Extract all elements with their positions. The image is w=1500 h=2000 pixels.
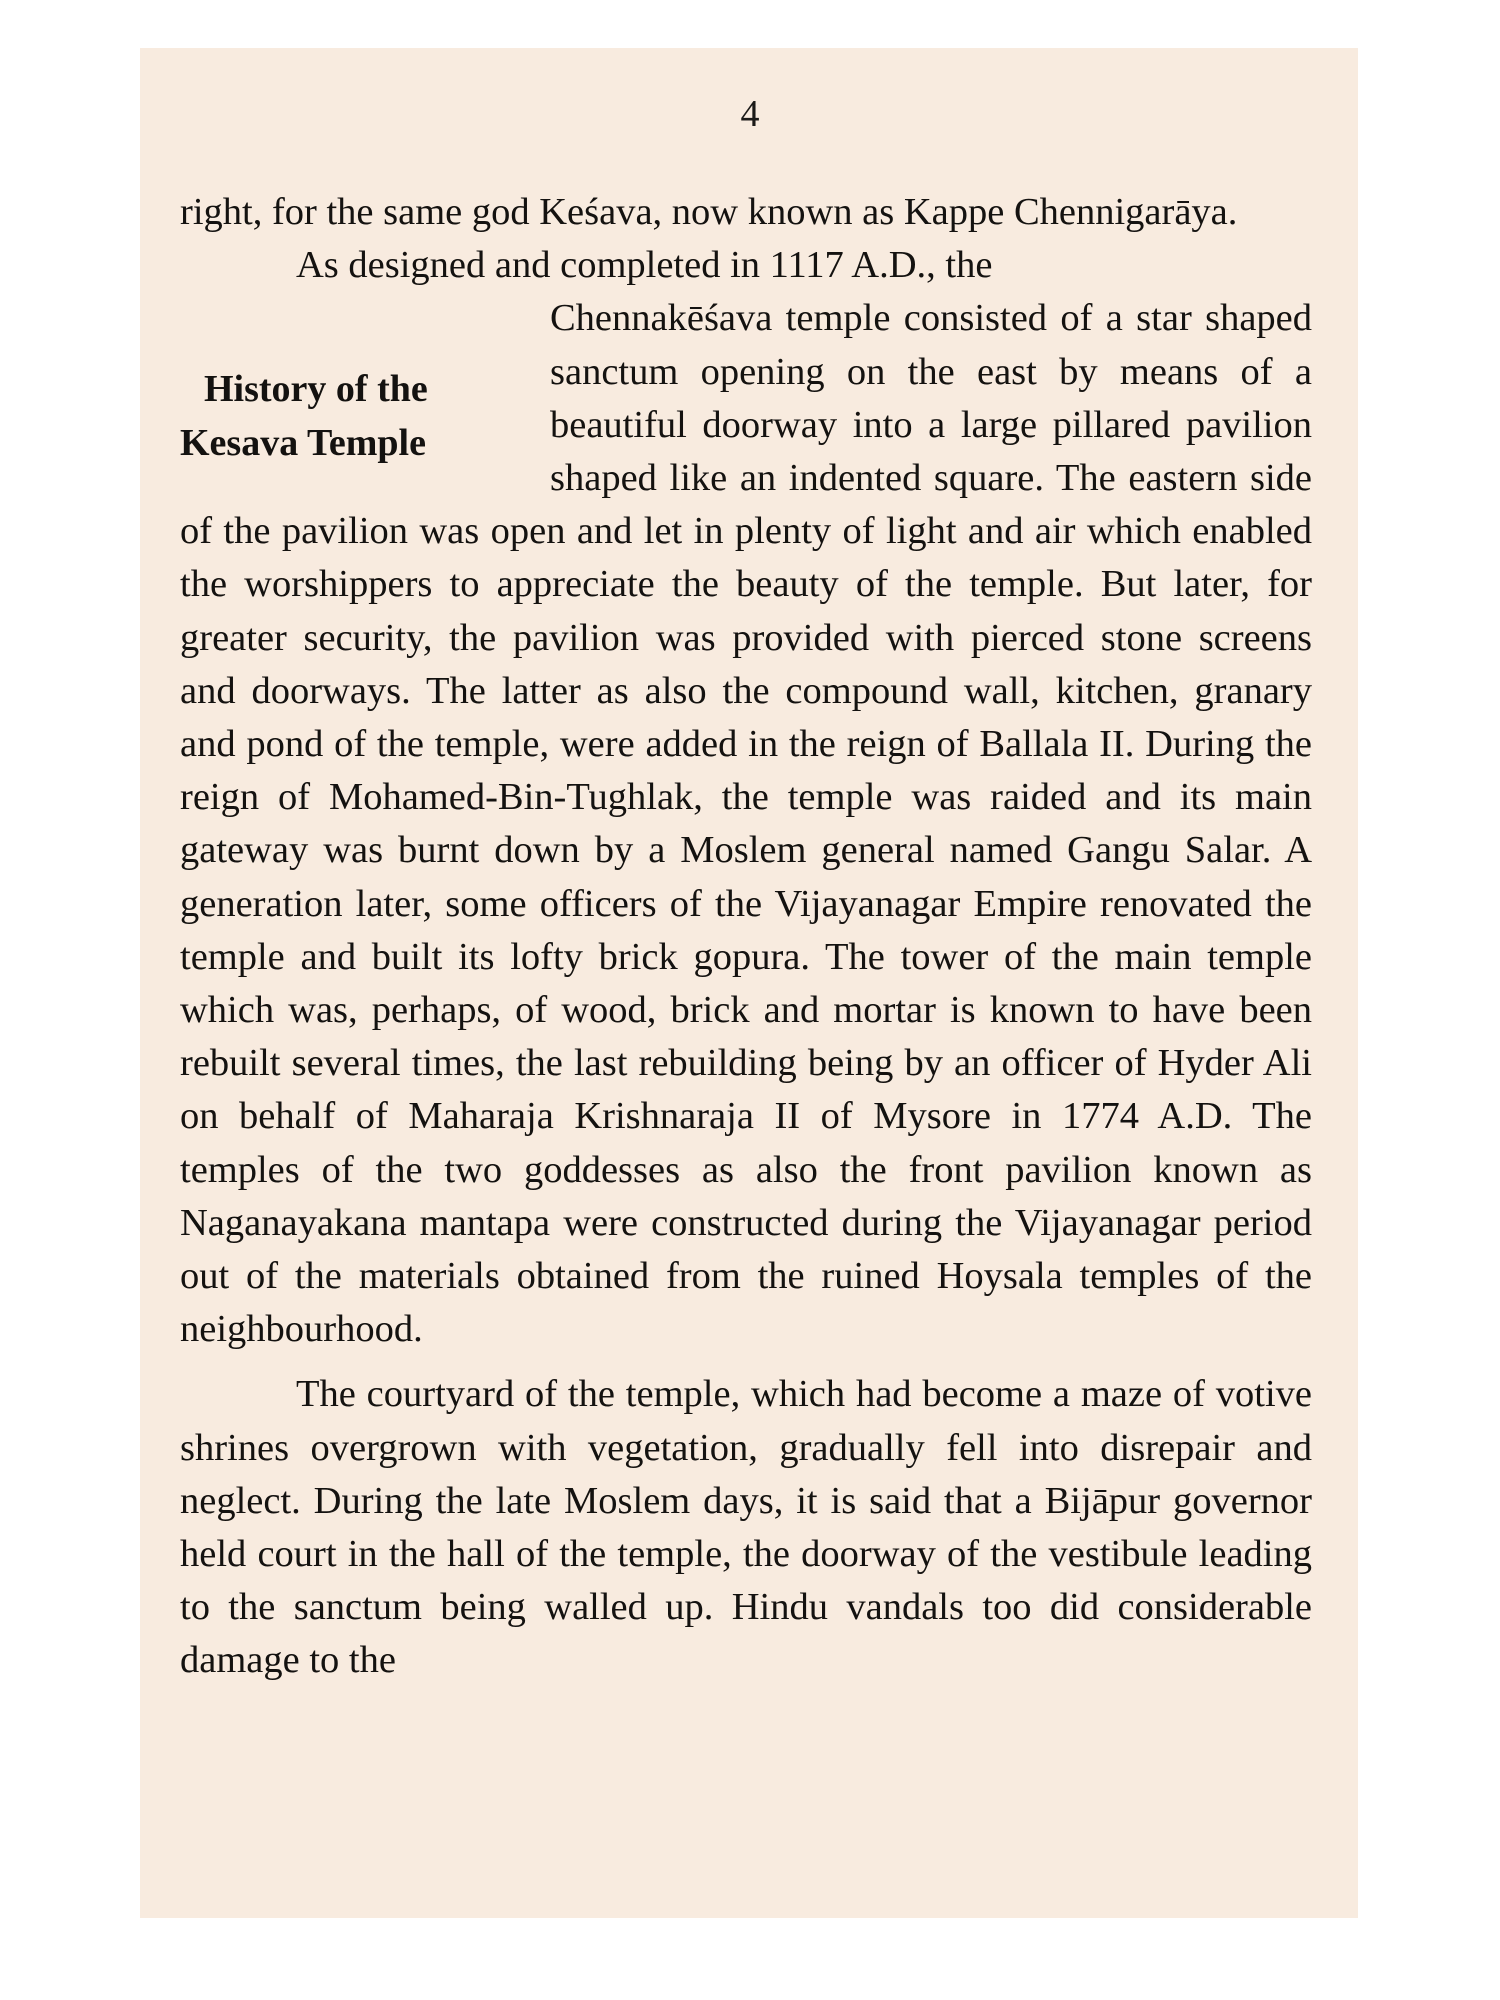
paragraph-1: right, for the same god Keśava, now known as Kappe Chennigarāya. — [180, 191, 1238, 233]
paragraph-2-body: Chennakēśava temple consisted of a star shaped sanctum opening on the east by means of a beautiful doorway into a large pillared pavilion shaped like an indented square. The eastern side of the pavilion was open and let in plenty of light and air which enabled the worshippers to appreciate the beauty of the temple. But later, for greater security, the pavilion was provided with pierced stone screens and doorways. The latter as also the compound wall, kitchen, granary and pond of the temple, were added in the reign of Ballala II. During the reign of Mohamed-Bin-Tughlak, the temple was raided and its main gateway was burnt down by a Moslem general named Gangu Salar. A generation later, some officers of the Vijayanagar Empire renovated the temple and built its lofty brick gopura. The tower of the main temple which was, perhaps, of wood, brick and mortar is known to have been rebuilt several times, the last rebuilding being by an officer of Hyder Ali on behalf of Maharaja Krishnaraja II of Mysore in 1774 A.D. The temples of the two goddesses as also the front pavilion known as Naganayakana mantapa were constructed during the Vijayanagar period out of the materials obtained from the ruined Hoysala temples of the neighbourhood. — [180, 297, 1312, 1351]
paragraph-2-lead: As designed and completed in 1117 A.D., the — [296, 244, 993, 287]
paragraph-2 — [180, 292, 1312, 1356]
body-text — [180, 186, 1312, 1688]
paragraph-3: The courtyard of the temple, which had become a maze of votive shrines overgrown with vegetation, gradually fell into disrepair and neglect. During the late Moslem days, it is said that a Bijāpur governor held court in the hall of the temple, the doorway of the vestibule leading to the sanctum being walled up. Hindu vandals too did considerable damage to the — [180, 1373, 1312, 1682]
side-heading-line-2: Kesava Temple — [180, 422, 426, 465]
side-heading-line-1: History of the — [204, 368, 428, 411]
page-number: 4 — [740, 93, 760, 135]
side-heading — [180, 362, 508, 470]
